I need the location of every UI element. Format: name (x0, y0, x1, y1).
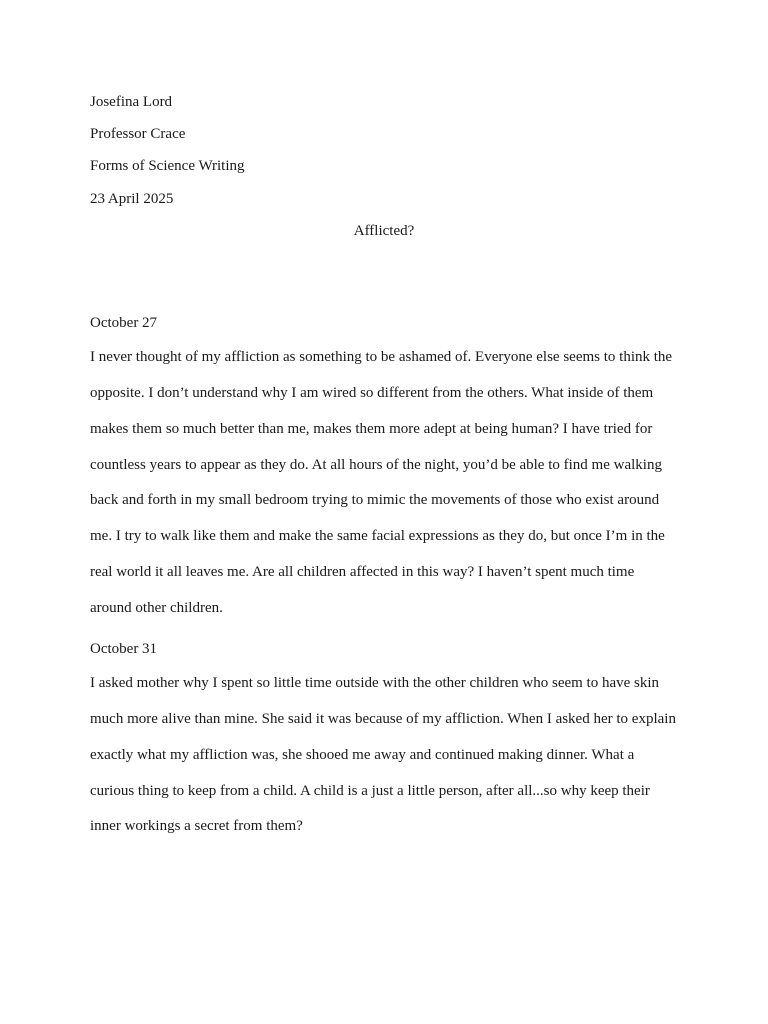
entry-body: I never thought of my affliction as something to be ashamed of. Everyone else seems to think the opposite. I don’t understand why I am wired so different from the others. What inside of them makes them so much better than me, makes them more adept at being human? I have tried for countless years to appear as they do. At all hours of the night, you’d be able to find me walking back and forth in my small bedroom trying to mimic the movements of those who exist around me. I try to walk like them and make the same facial expressions as they do, but once I’m in the real world it all leaves me. Are all children affected in this way? I haven’t spent much time around other children. (90, 349, 673, 616)
course-name: Forms of Science Writing (90, 158, 245, 175)
instructor-name: Professor Crace (90, 126, 186, 143)
document-date: 23 April 2025 (90, 190, 174, 207)
document-page (90, 91, 678, 845)
entry-date: October 27 (90, 314, 158, 331)
entry-body: I asked mother why I spent so little time outside with the other children who seem to have skin much more alive than mine. She said it was because of my affliction. When I asked her to explain exactly what my affliction was, she shooed me away and continued making dinner. What a curious thing to keep from a child. A child is a just a little person, after all...so why keep their inner workings a secret from them? (90, 675, 676, 835)
author-name: Josefina Lord (90, 94, 173, 110)
document-title: Afflicted? (353, 222, 415, 239)
entry-date: October 31 (90, 640, 158, 657)
